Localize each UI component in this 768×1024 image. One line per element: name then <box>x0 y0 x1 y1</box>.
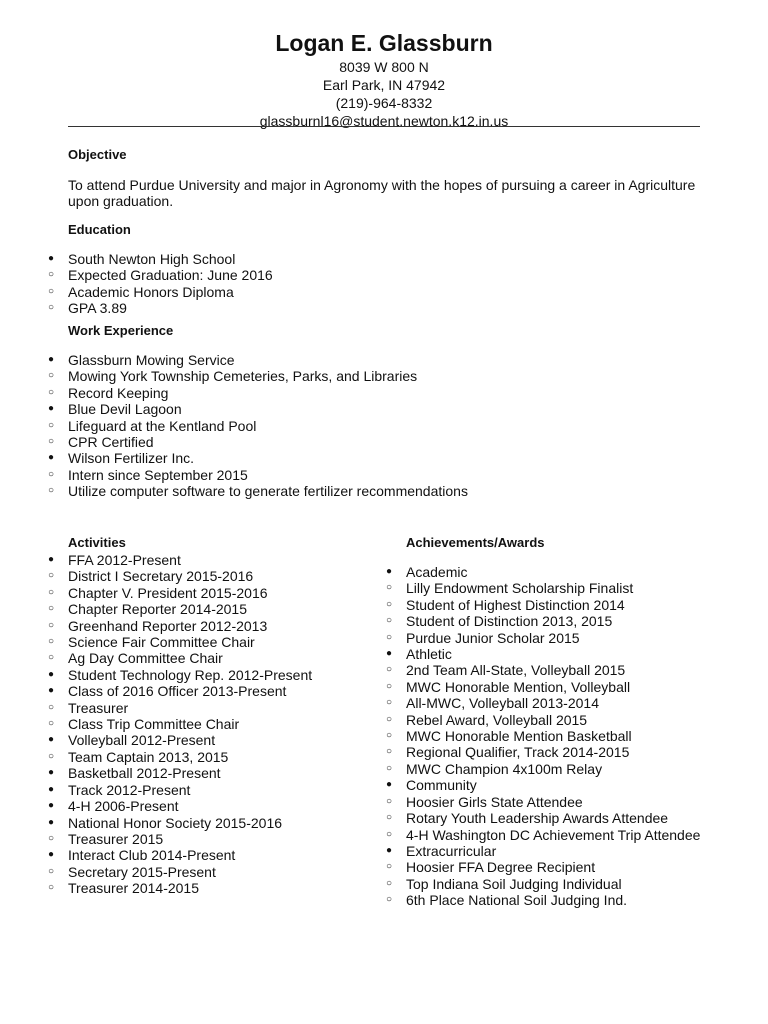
hollow-bullet-icon: ○ <box>47 586 55 598</box>
activities-list <box>44 552 312 897</box>
work-experience-heading: Work Experience <box>68 323 174 338</box>
hollow-bullet-icon: ○ <box>385 746 393 758</box>
filled-bullet-icon: ● <box>47 354 55 365</box>
list-item-text: Class Trip Committee Chair <box>68 716 240 733</box>
list-item-text: Student Technology Rep. 2012-Present <box>68 666 313 683</box>
filled-bullet-icon: ● <box>47 403 55 415</box>
list-item-text: GPA 3.89 <box>68 300 127 317</box>
list-item-text: Interact Club 2014-Present <box>68 847 236 864</box>
list-item-text: Mowing York Township Cemeteries, Parks, and Libraries <box>68 368 418 385</box>
hollow-bullet-icon: ○ <box>47 419 55 431</box>
hollow-bullet-icon: ○ <box>47 603 55 615</box>
list-item-text: Ag Day Committee Chair <box>68 650 223 667</box>
hollow-bullet-icon: ○ <box>385 894 393 906</box>
hollow-bullet-icon: ○ <box>47 832 55 844</box>
list-item-text: Greenhand Reporter 2012-2013 <box>68 617 268 634</box>
list-item <box>382 843 700 859</box>
list-item <box>44 683 312 699</box>
education-heading: Education <box>68 222 131 237</box>
list-item-text: All-MWC, Volleyball 2013-2014 <box>406 695 599 712</box>
list-item-text: Academic Honors Diploma <box>68 283 234 300</box>
list-item-text: Science Fair Committee Chair <box>68 634 255 651</box>
education-list <box>44 251 273 317</box>
list-item <box>44 667 312 683</box>
list-item-text: Expected Graduation: June 2016 <box>68 267 273 284</box>
list-item <box>44 880 312 896</box>
list-item <box>382 695 700 711</box>
hollow-bullet-icon: ○ <box>47 386 55 398</box>
list-item-text: South Newton High School <box>68 251 236 267</box>
list-item-text: Volleyball 2012-Present <box>68 732 216 749</box>
list-item <box>382 876 700 892</box>
list-item-text: Athletic <box>406 646 452 663</box>
list-item-text: National Honor Society 2015-2016 <box>68 814 283 831</box>
list-item <box>382 580 700 596</box>
list-item <box>44 401 468 417</box>
list-item <box>44 467 468 483</box>
list-item <box>44 831 312 847</box>
list-item <box>44 352 468 368</box>
hollow-bullet-icon: ○ <box>47 302 55 314</box>
list-item <box>44 700 312 716</box>
list-item <box>44 552 312 568</box>
list-item <box>382 597 700 613</box>
activities-heading: Activities <box>68 535 126 550</box>
resume-header <box>0 28 768 130</box>
work-experience-list <box>44 352 468 500</box>
list-item-text: Team Captain 2013, 2015 <box>68 748 229 765</box>
hollow-bullet-icon: ○ <box>47 865 55 877</box>
hollow-bullet-icon: ○ <box>385 877 393 889</box>
list-item <box>44 716 312 732</box>
hollow-bullet-icon: ○ <box>47 468 55 480</box>
list-item-text: Student of Highest Distinction 2014 <box>406 596 625 613</box>
list-item-text: Academic <box>406 564 468 580</box>
list-item <box>44 864 312 880</box>
list-item-text: MWC Honorable Mention Basketball <box>406 728 632 745</box>
list-item-text: Glassburn Mowing Service <box>68 352 235 368</box>
list-item <box>44 267 273 283</box>
filled-bullet-icon: ● <box>47 452 55 464</box>
list-item-text: Intern since September 2015 <box>68 466 248 483</box>
achievements-heading: Achievements/Awards <box>406 535 545 550</box>
filled-bullet-icon: ● <box>47 816 55 828</box>
filled-bullet-icon: ● <box>385 779 393 791</box>
hollow-bullet-icon: ○ <box>47 750 55 762</box>
list-item-text: 2nd Team All-State, Volleyball 2015 <box>406 662 626 679</box>
list-item-text: Rotary Youth Leadership Awards Attendee <box>406 810 669 827</box>
list-item <box>44 385 468 401</box>
list-item <box>382 613 700 629</box>
hollow-bullet-icon: ○ <box>385 762 393 774</box>
hollow-bullet-icon: ○ <box>47 636 55 648</box>
list-item-text: Chapter Reporter 2014-2015 <box>68 601 248 618</box>
list-item-text: 6th Place National Soil Judging Ind. <box>406 892 628 909</box>
objective-heading: Objective <box>68 147 127 162</box>
hollow-bullet-icon: ○ <box>47 485 55 497</box>
filled-bullet-icon: ● <box>47 849 55 861</box>
hollow-bullet-icon: ○ <box>385 730 393 742</box>
list-item-text: Regional Qualifier, Track 2014-2015 <box>406 744 630 761</box>
list-item-text: Utilize computer software to generate fertilizer recommendations <box>68 483 468 500</box>
list-item-text: Secretary 2015-Present <box>68 863 216 880</box>
list-item-text: Top Indiana Soil Judging Individual <box>406 875 622 892</box>
filled-bullet-icon: ● <box>47 783 55 795</box>
address-line-1: 8039 W 800 N <box>339 59 429 75</box>
filled-bullet-icon: ● <box>385 844 393 856</box>
hollow-bullet-icon: ○ <box>47 370 55 382</box>
list-item <box>44 618 312 634</box>
list-item <box>44 815 312 831</box>
hollow-bullet-icon: ○ <box>385 697 393 709</box>
list-item <box>44 418 468 434</box>
hollow-bullet-icon: ○ <box>385 828 393 840</box>
list-item-text: 4-H 2006-Present <box>68 798 179 815</box>
email-address[interactable]: glassburnl16@student.newton.k12.in.us <box>259 113 509 129</box>
list-item <box>382 859 700 875</box>
list-item-text: Lifeguard at the Kentland Pool <box>68 417 257 434</box>
list-item-text: Track 2012-Present <box>68 781 191 798</box>
hollow-bullet-icon: ○ <box>385 812 393 824</box>
hollow-bullet-icon: ○ <box>47 619 55 631</box>
list-item-text: Purdue Junior Scholar 2015 <box>406 629 580 646</box>
hollow-bullet-icon: ○ <box>47 718 55 730</box>
list-item <box>44 585 312 601</box>
list-item-text: Treasurer 2014-2015 <box>68 880 200 897</box>
list-item <box>382 564 700 580</box>
list-item <box>44 434 468 450</box>
filled-bullet-icon: ● <box>385 566 393 577</box>
hollow-bullet-icon: ○ <box>47 285 55 297</box>
filled-bullet-icon: ● <box>47 734 55 746</box>
achievements-list <box>382 564 700 909</box>
hollow-bullet-icon: ○ <box>385 861 393 873</box>
list-item <box>44 634 312 650</box>
list-item-text: MWC Champion 4x100m Relay <box>406 760 603 777</box>
list-item <box>44 368 468 384</box>
list-item-text: CPR Certified <box>68 434 154 451</box>
list-item-text: Basketball 2012-Present <box>68 765 221 782</box>
list-item-text: Blue Devil Lagoon <box>68 401 182 418</box>
list-item <box>44 483 468 499</box>
list-item-text: Record Keeping <box>68 384 169 401</box>
hollow-bullet-icon: ○ <box>385 713 393 725</box>
list-item-text: Wilson Fertilizer Inc. <box>68 450 195 467</box>
list-item-text: 4-H Washington DC Achievement Trip Attendee <box>406 826 701 843</box>
phone-number: (219)-964-8332 <box>335 95 433 111</box>
hollow-bullet-icon: ○ <box>385 680 393 692</box>
address-line-2: Earl Park, IN 47942 <box>322 77 446 93</box>
list-item <box>44 251 273 267</box>
hollow-bullet-icon: ○ <box>47 436 55 448</box>
list-item <box>382 679 700 695</box>
objective-text: To attend Purdue University and major in Agronomy with the hopes of pursuing a career in Agriculture upon graduation. <box>68 177 696 209</box>
hollow-bullet-icon: ○ <box>385 664 393 676</box>
hollow-bullet-icon: ○ <box>47 652 55 664</box>
list-item <box>382 712 700 728</box>
list-item <box>44 284 273 300</box>
header-divider <box>68 126 700 127</box>
list-item <box>44 847 312 863</box>
list-item <box>44 782 312 798</box>
hollow-bullet-icon: ○ <box>47 701 55 713</box>
list-item-text: Chapter V. President 2015-2016 <box>68 584 268 601</box>
list-item <box>44 650 312 666</box>
list-item <box>382 744 700 760</box>
list-item <box>382 728 700 744</box>
list-item <box>382 794 700 810</box>
filled-bullet-icon: ● <box>47 668 55 680</box>
list-item-text: Hoosier FFA Degree Recipient <box>406 859 596 876</box>
hollow-bullet-icon: ○ <box>47 570 55 582</box>
hollow-bullet-icon: ○ <box>47 269 55 281</box>
filled-bullet-icon: ● <box>47 554 55 565</box>
list-item <box>44 798 312 814</box>
list-item-text: Student of Distinction 2013, 2015 <box>406 613 613 630</box>
filled-bullet-icon: ● <box>47 800 55 812</box>
list-item <box>44 300 273 316</box>
list-item <box>382 827 700 843</box>
hollow-bullet-icon: ○ <box>47 882 55 894</box>
list-item <box>382 810 700 826</box>
list-item <box>44 601 312 617</box>
candidate-name: Logan E. Glassburn <box>275 30 493 56</box>
list-item-text: FFA 2012-Present <box>68 552 181 568</box>
list-item <box>382 761 700 777</box>
list-item-text: Rebel Award, Volleyball 2015 <box>406 711 588 728</box>
list-item <box>382 892 700 908</box>
list-item-text: District I Secretary 2015-2016 <box>68 568 254 585</box>
filled-bullet-icon: ● <box>47 253 55 264</box>
filled-bullet-icon: ● <box>47 685 55 697</box>
list-item-text: Treasurer 2015 <box>68 830 164 847</box>
filled-bullet-icon: ● <box>385 648 393 660</box>
list-item-text: Class of 2016 Officer 2013-Present <box>68 683 287 700</box>
hollow-bullet-icon: ○ <box>385 795 393 807</box>
list-item-text: Treasurer <box>68 699 129 716</box>
filled-bullet-icon: ● <box>47 767 55 779</box>
list-item <box>44 732 312 748</box>
list-item-text: MWC Honorable Mention, Volleyball <box>406 678 631 695</box>
list-item <box>44 765 312 781</box>
list-item <box>44 450 468 466</box>
list-item-text: Extracurricular <box>406 842 497 859</box>
hollow-bullet-icon: ○ <box>385 631 393 643</box>
list-item <box>382 662 700 678</box>
list-item <box>382 646 700 662</box>
list-item <box>382 630 700 646</box>
list-item <box>44 568 312 584</box>
hollow-bullet-icon: ○ <box>385 582 393 594</box>
hollow-bullet-icon: ○ <box>385 598 393 610</box>
list-item-text: Community <box>406 777 477 794</box>
list-item <box>382 777 700 793</box>
list-item-text: Lilly Endowment Scholarship Finalist <box>406 580 634 597</box>
hollow-bullet-icon: ○ <box>385 615 393 627</box>
list-item-text: Hoosier Girls State Attendee <box>406 793 583 810</box>
list-item <box>44 749 312 765</box>
